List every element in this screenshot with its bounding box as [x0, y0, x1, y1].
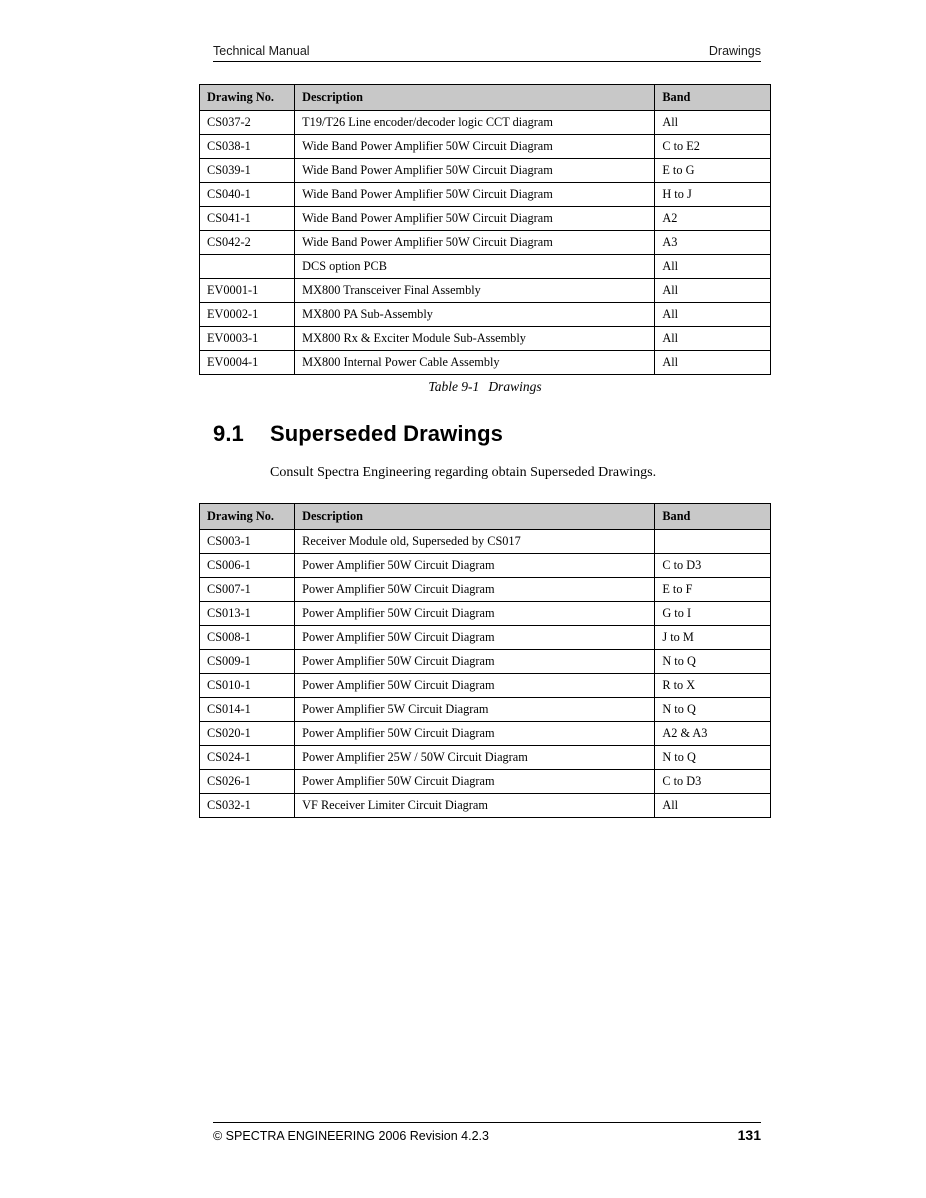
cell-drawing-no: CS007-1 — [200, 578, 295, 602]
superseded-drawings-table — [199, 503, 771, 818]
drawings-table-body — [200, 111, 771, 375]
table-row — [200, 231, 771, 255]
cell-description: Power Amplifier 5W Circuit Diagram — [295, 698, 655, 722]
table-row — [200, 650, 771, 674]
cell-band: All — [655, 111, 771, 135]
cell-band: N to Q — [655, 698, 771, 722]
table-row — [200, 746, 771, 770]
cell-drawing-no: EV0001-1 — [200, 279, 295, 303]
table-row — [200, 794, 771, 818]
table-row — [200, 530, 771, 554]
cell-description: VF Receiver Limiter Circuit Diagram — [295, 794, 655, 818]
cell-drawing-no: EV0002-1 — [200, 303, 295, 327]
cell-description: Power Amplifier 50W Circuit Diagram — [295, 674, 655, 698]
section-paragraph: Consult Spectra Engineering regarding obtain Superseded Drawings. — [270, 465, 657, 480]
section-number: 9.1 — [213, 421, 244, 446]
cell-band: N to Q — [655, 746, 771, 770]
table-row — [200, 279, 771, 303]
table-caption-number: Table 9-1 — [428, 379, 480, 394]
table-row — [200, 770, 771, 794]
cell-band: All — [655, 327, 771, 351]
footer-copyright: © SPECTRA ENGINEERING 2006 Revision 4.2.3 — [213, 1129, 489, 1143]
cell-drawing-no: CS040-1 — [200, 183, 295, 207]
cell-drawing-no: CS003-1 — [200, 530, 295, 554]
cell-band: E to G — [655, 159, 771, 183]
cell-band: C to D3 — [655, 554, 771, 578]
cell-description: Power Amplifier 50W Circuit Diagram — [295, 770, 655, 794]
table-row — [200, 351, 771, 375]
cell-drawing-no: CS008-1 — [200, 626, 295, 650]
column-header-drawing-no: Drawing No. — [200, 504, 295, 530]
cell-drawing-no — [200, 255, 295, 279]
cell-drawing-no: CS024-1 — [200, 746, 295, 770]
column-header-drawing-no: Drawing No. — [200, 85, 295, 111]
cell-description: Power Amplifier 50W Circuit Diagram — [295, 578, 655, 602]
footer-page-number: 131 — [737, 1127, 761, 1143]
table-row — [200, 722, 771, 746]
cell-drawing-no: CS009-1 — [200, 650, 295, 674]
cell-band: E to F — [655, 578, 771, 602]
cell-description: Power Amplifier 50W Circuit Diagram — [295, 650, 655, 674]
cell-drawing-no: CS006-1 — [200, 554, 295, 578]
table-row — [200, 135, 771, 159]
column-header-description: Description — [295, 85, 655, 111]
table-header-row — [200, 85, 771, 111]
table-row — [200, 327, 771, 351]
cell-description: Wide Band Power Amplifier 50W Circuit Diagram — [295, 135, 655, 159]
cell-drawing-no: CS026-1 — [200, 770, 295, 794]
cell-description: Power Amplifier 50W Circuit Diagram — [295, 554, 655, 578]
column-header-description: Description — [295, 504, 655, 530]
table-row — [200, 303, 771, 327]
cell-band: J to M — [655, 626, 771, 650]
column-header-band: Band — [655, 85, 771, 111]
cell-drawing-no: CS041-1 — [200, 207, 295, 231]
cell-band: All — [655, 351, 771, 375]
cell-description: T19/T26 Line encoder/decoder logic CCT diagram — [295, 111, 655, 135]
cell-drawing-no: CS037-2 — [200, 111, 295, 135]
cell-drawing-no: CS042-2 — [200, 231, 295, 255]
column-header-band: Band — [655, 504, 771, 530]
cell-band: G to I — [655, 602, 771, 626]
cell-drawing-no: EV0003-1 — [200, 327, 295, 351]
section-title: Superseded Drawings — [270, 421, 503, 446]
table-row — [200, 698, 771, 722]
superseded-drawings-table-body — [200, 530, 771, 818]
table-row — [200, 183, 771, 207]
cell-description: Wide Band Power Amplifier 50W Circuit Diagram — [295, 159, 655, 183]
cell-band: C to D3 — [655, 770, 771, 794]
header-right-text: Drawings — [708, 44, 761, 58]
cell-band: A2 & A3 — [655, 722, 771, 746]
table-row — [200, 626, 771, 650]
cell-description: Receiver Module old, Superseded by CS017 — [295, 530, 655, 554]
cell-drawing-no: CS014-1 — [200, 698, 295, 722]
table-row — [200, 207, 771, 231]
cell-description: Power Amplifier 50W Circuit Diagram — [295, 626, 655, 650]
table-row — [200, 602, 771, 626]
cell-drawing-no: CS039-1 — [200, 159, 295, 183]
table-row — [200, 111, 771, 135]
cell-band: All — [655, 794, 771, 818]
table-row — [200, 255, 771, 279]
cell-drawing-no: CS020-1 — [200, 722, 295, 746]
cell-band: H to J — [655, 183, 771, 207]
page-header — [213, 44, 761, 62]
cell-band: All — [655, 255, 771, 279]
table-caption — [199, 379, 771, 395]
header-left-text: Technical Manual — [213, 44, 310, 58]
cell-band: C to E2 — [655, 135, 771, 159]
cell-description: MX800 Internal Power Cable Assembly — [295, 351, 655, 375]
cell-drawing-no: CS010-1 — [200, 674, 295, 698]
cell-description: MX800 PA Sub-Assembly — [295, 303, 655, 327]
cell-description: MX800 Transceiver Final Assembly — [295, 279, 655, 303]
cell-band — [655, 530, 771, 554]
cell-description: Wide Band Power Amplifier 50W Circuit Diagram — [295, 231, 655, 255]
cell-description: Wide Band Power Amplifier 50W Circuit Diagram — [295, 183, 655, 207]
table-row — [200, 159, 771, 183]
cell-description: Power Amplifier 50W Circuit Diagram — [295, 602, 655, 626]
cell-description: DCS option PCB — [295, 255, 655, 279]
cell-drawing-no: CS038-1 — [200, 135, 295, 159]
cell-band: All — [655, 279, 771, 303]
cell-band: A3 — [655, 231, 771, 255]
section-heading — [213, 421, 503, 447]
cell-band: R to X — [655, 674, 771, 698]
table-row — [200, 554, 771, 578]
cell-description: MX800 Rx & Exciter Module Sub-Assembly — [295, 327, 655, 351]
cell-band: N to Q — [655, 650, 771, 674]
drawings-table — [199, 84, 771, 375]
cell-drawing-no: EV0004-1 — [200, 351, 295, 375]
cell-band: A2 — [655, 207, 771, 231]
cell-description: Wide Band Power Amplifier 50W Circuit Diagram — [295, 207, 655, 231]
cell-description: Power Amplifier 50W Circuit Diagram — [295, 722, 655, 746]
cell-drawing-no: CS013-1 — [200, 602, 295, 626]
cell-band: All — [655, 303, 771, 327]
table-header-row — [200, 504, 771, 530]
table-caption-text: Drawings — [488, 379, 542, 394]
cell-drawing-no: CS032-1 — [200, 794, 295, 818]
table-row — [200, 674, 771, 698]
cell-description: Power Amplifier 25W / 50W Circuit Diagram — [295, 746, 655, 770]
table-row — [200, 578, 771, 602]
page-footer — [213, 1122, 761, 1143]
